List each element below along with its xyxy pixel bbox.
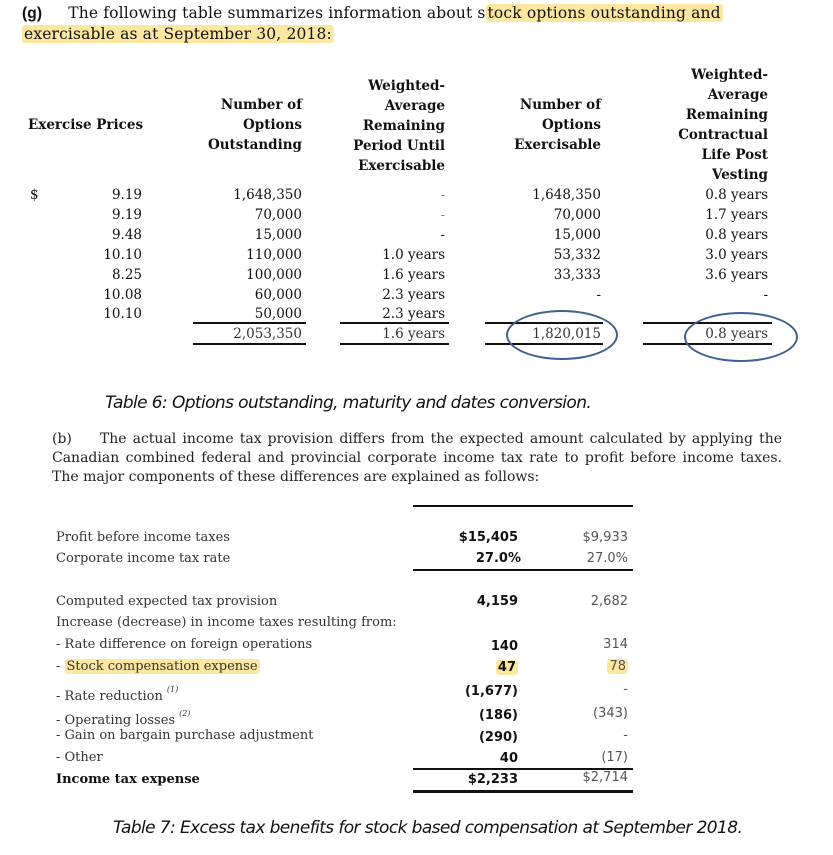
value-prior: $2,714 xyxy=(582,770,628,785)
value-current: 27.0% xyxy=(475,551,521,566)
table7-caption: Table 7: Excess tax benefits for stock based compensation at September 2018. xyxy=(113,818,743,838)
highlighted-value: 47 xyxy=(497,660,516,675)
cell-price: 10.08 xyxy=(103,287,142,303)
value-prior xyxy=(518,657,628,677)
header-line: Contractual xyxy=(678,127,768,143)
cell-period: - xyxy=(440,187,445,203)
intro-text: The following table summarizes information about s xyxy=(68,4,486,22)
cell-outstanding: 15,000 xyxy=(254,227,302,243)
header-rule xyxy=(413,505,633,507)
rate-rule xyxy=(413,569,633,571)
row-label: Profit before income taxes xyxy=(56,530,230,545)
header-period-until-exercisable xyxy=(330,76,445,176)
cell-period: 1.0 years xyxy=(382,247,445,263)
cell-period: 2.3 years xyxy=(382,306,445,322)
header-options-outstanding xyxy=(190,95,302,155)
cell-period: 2.3 years xyxy=(382,287,445,303)
cell-exercisable: 33,333 xyxy=(553,267,601,283)
header-line: Exercisable xyxy=(358,158,445,174)
cell-price: 9.48 xyxy=(111,227,142,243)
cell-outstanding: 1,648,350 xyxy=(233,187,302,203)
header-line: Average xyxy=(384,98,445,114)
value-current xyxy=(408,658,518,678)
value-prior: (17) xyxy=(601,750,628,765)
table6-caption: Table 6: Options outstanding, maturity and dates conversion. xyxy=(105,393,592,413)
label-text: - Rate reduction xyxy=(56,689,163,704)
cell-price: 10.10 xyxy=(103,247,142,263)
row-label: Increase (decrease) in income taxes resulting from: xyxy=(56,615,397,630)
paragraph-b xyxy=(52,430,782,487)
total-period: 1.6 years xyxy=(382,326,445,342)
cell-life: - xyxy=(763,287,768,303)
header-line: Outstanding xyxy=(207,137,302,153)
section-tag-g: (g) xyxy=(22,5,43,22)
value-current: 40 xyxy=(499,751,518,766)
header-line: Number of xyxy=(519,97,601,113)
cell-life: 0.8 years xyxy=(705,227,768,243)
total-rule-bottom xyxy=(193,343,306,345)
total-life: 0.8 years xyxy=(705,326,768,342)
currency-symbol: $ xyxy=(30,187,39,203)
cell-exercisable: 1,648,350 xyxy=(532,187,601,203)
cell-life: 3.6 years xyxy=(705,267,768,283)
value-current: 140 xyxy=(490,639,518,654)
row-label: - Rate difference on foreign operations xyxy=(56,637,313,652)
row-label: Computed expected tax provision xyxy=(56,594,278,609)
cell-exercisable: 53,332 xyxy=(553,247,601,263)
intro-highlight-1: tock options outstanding and xyxy=(487,4,721,22)
value-prior: - xyxy=(623,728,628,743)
total-exercisable: 1,820,015 xyxy=(532,326,601,342)
header-line: Average xyxy=(707,87,768,103)
header-line: Remaining xyxy=(685,107,768,123)
value-current: 4,159 xyxy=(476,594,518,609)
value-current: (290) xyxy=(478,730,518,745)
highlighted-value: 78 xyxy=(609,659,626,674)
header-line: Weighted- xyxy=(368,78,445,94)
cell-outstanding: 100,000 xyxy=(246,267,302,283)
header-line: Vesting xyxy=(711,167,768,183)
section-tag-b: (b) xyxy=(52,431,72,447)
header-line: Remaining xyxy=(362,118,445,134)
cell-price: 8.25 xyxy=(111,267,142,283)
cell-outstanding: 50,000 xyxy=(254,306,302,322)
cell-exercisable: 15,000 xyxy=(553,227,601,243)
header-line: Exercisable xyxy=(514,137,601,153)
header-life-post-vesting xyxy=(650,65,768,185)
value-current: (1,677) xyxy=(464,684,518,699)
header-line: Options xyxy=(542,117,601,133)
cell-price: 9.19 xyxy=(111,207,142,223)
row-label xyxy=(56,657,260,677)
cell-period: - xyxy=(440,227,445,243)
value-prior: $9,933 xyxy=(582,530,628,545)
row-label: - Gain on bargain purchase adjustment xyxy=(56,728,314,743)
row-label xyxy=(56,680,178,707)
annotation-ellipse-exercisable xyxy=(506,310,618,360)
value-current: $15,405 xyxy=(458,530,518,545)
header-exercise-prices: Exercise Prices xyxy=(28,117,144,133)
cell-life: 0.8 years xyxy=(705,187,768,203)
cell-outstanding: 110,000 xyxy=(246,247,302,263)
value-prior: 27.0% xyxy=(586,551,628,566)
header-options-exercisable xyxy=(490,95,601,155)
cell-exercisable: 70,000 xyxy=(553,207,601,223)
value-prior: 314 xyxy=(603,637,628,652)
cell-exercisable: - xyxy=(596,287,601,303)
header-line: Life Post xyxy=(701,147,768,163)
label-text: - Operating losses xyxy=(56,713,176,728)
cell-life: 1.7 years xyxy=(705,207,768,223)
row-label: Income tax expense xyxy=(56,772,200,787)
value-prior: 2,682 xyxy=(590,594,628,609)
row-label: Corporate income tax rate xyxy=(56,551,231,566)
header-line: Number of xyxy=(220,97,302,113)
footnote-marker: (2) xyxy=(179,709,191,718)
cell-outstanding: 60,000 xyxy=(254,287,302,303)
header-line: Period Until xyxy=(353,138,445,154)
cell-price: 10.10 xyxy=(103,306,142,322)
cell-price: 9.19 xyxy=(111,187,142,203)
value-prior: (343) xyxy=(593,706,628,721)
total-outstanding: 2,053,350 xyxy=(233,326,302,342)
highlighted-label: Stock compensation expense xyxy=(66,659,258,674)
header-line: Options xyxy=(243,117,302,133)
cell-outstanding: 70,000 xyxy=(254,207,302,223)
total-rule-bottom xyxy=(340,343,449,345)
cell-period: - xyxy=(440,207,445,223)
row-label: - Other xyxy=(56,750,103,765)
footnote-marker: (1) xyxy=(166,685,179,694)
intro-paragraph xyxy=(22,3,812,45)
row-dash: - xyxy=(56,659,65,674)
cell-period: 1.6 years xyxy=(382,267,445,283)
annotation-ellipse-life xyxy=(684,312,798,362)
intro-highlight-2: exercisable as at September 30, 2018: xyxy=(24,25,332,43)
value-prior: - xyxy=(623,682,628,697)
header-line: Weighted- xyxy=(691,67,768,83)
value-current: $2,233 xyxy=(467,772,518,787)
value-current: (186) xyxy=(478,708,518,723)
cell-life: 3.0 years xyxy=(705,247,768,263)
total-rule-bottom xyxy=(413,790,633,793)
paragraph-b-text: The actual income tax provision differs from the expected amount calculated by applying the Canadian combined federal and provincial corporate income tax rate to profit before income taxes. The major components of these differences are explained as follows: xyxy=(52,431,782,485)
